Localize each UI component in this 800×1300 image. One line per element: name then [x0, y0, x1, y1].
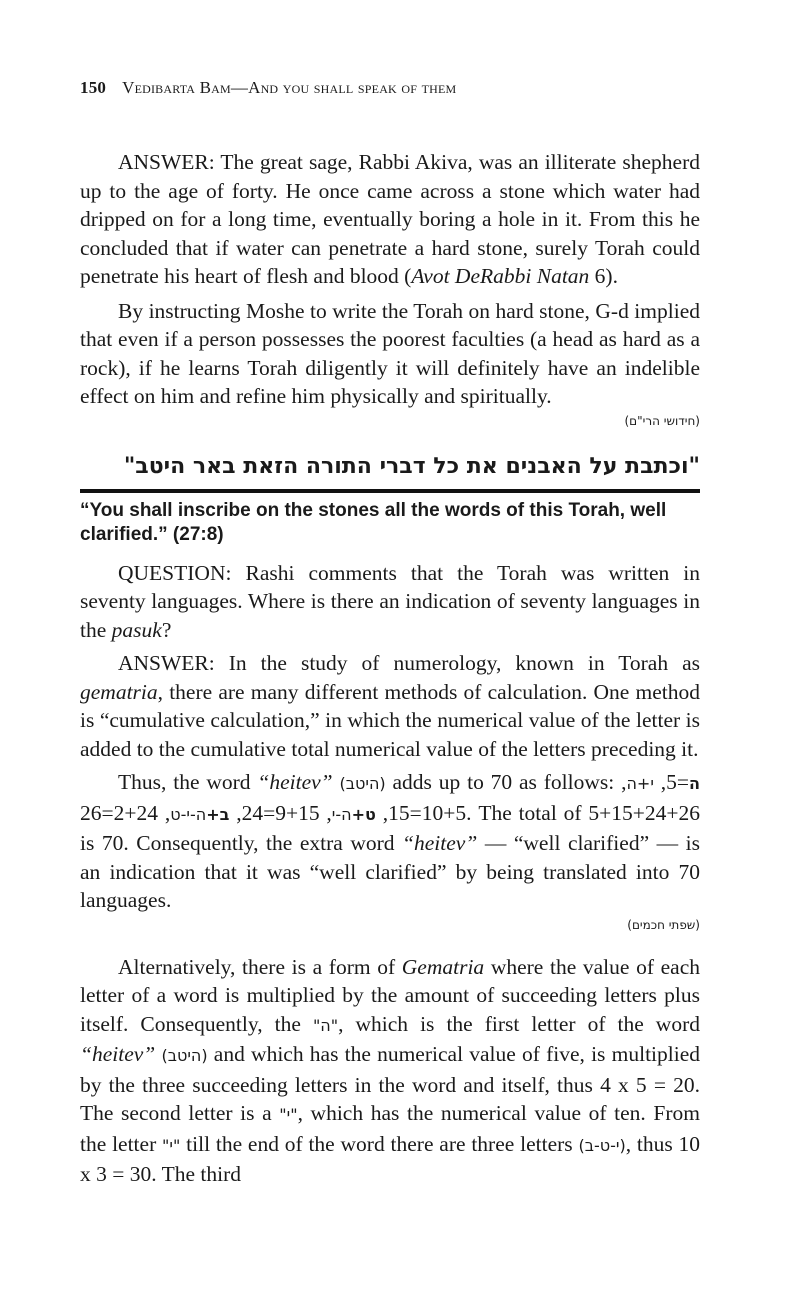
thus-paragraph: Thus, the word “heitev” (היטב) adds up to 70 as follows: ה=5, י+ה, 10+5=15, ט+ה-י, 9+15=24, ב+ה-י-ט, 2+24=26. The total of 5+15+24+26 is 70. Consequently, the extra word “heitev” — “well clarified” — is an indication that it was “well clarified” by being translated into 70 languages.: [80, 770, 701, 912]
section-seventy-languages: [80, 559, 700, 933]
section-akiva: [80, 148, 700, 429]
verse-hebrew-heading: "וכתבת על האבנים את כל דברי התורה הזאת באר היטב": [123, 453, 700, 479]
section-alternative-gematria: [80, 953, 700, 1189]
heading-rule: [80, 489, 700, 493]
answer-paragraph-akiva: ANSWER: The great sage, Rabbi Akiva, was an illiterate shepherd up to the age of forty. He once came across a stone which water had dripped on for a long time, eventually boring a hole in it. From this he concluded that if water can penetrate a hard stone, surely Torah could penetrate his heart of flesh and blood (Avot DeRabbi Natan 6).: [80, 150, 700, 288]
question-paragraph: QUESTION: Rashi comments that the Torah was written in seventy languages. Where is there an indication of seventy languages in the pasuk?: [80, 560, 700, 642]
paragraph-moshe-stone: By instructing Moshe to write the Torah on hard stone, G-d implied that even if a person possesses the poorest faculties (a head as hard as a rock), if he learns Torah diligently it will definitely have an indelible effect on him and refine him physically and spiritually.: [80, 298, 700, 408]
alternative-paragraph: Alternatively, there is a form of Gematria where the value of each letter of a word is multiplied by the amount of succeeding letters plus itself. Consequently, the "ה", which is the first letter of the word “heitev” (היטב) and which has the numerical value of five, is multiplied by the three succeeding letters in the word and itself, thus 4 x 5 = 20. The second letter is a "י", which has the numerical value of ten. From the letter "י" till the end of the word there are three letters (י-ט-ב), thus 10 x 3 = 30. The third: [80, 954, 701, 1186]
citation-chidushei-harim: (חידושי הרי"ם): [624, 413, 700, 428]
page-number: 150: [80, 78, 107, 97]
verse-english-heading: “You shall inscribe on the stones all the words of this Torah, well clarified.” (27:8): [80, 499, 667, 545]
running-head: [80, 77, 700, 99]
source-reference: Avot DeRabbi Natan: [411, 264, 590, 288]
answer-paragraph-gematria: ANSWER: In the study of numerology, known in Torah as gematria, there are many different methods of calculation. One method is “cumulative calculation,” in which the numerical value of the letter is added to the cumulative total numerical value of the letters preceding it.: [80, 651, 700, 761]
book-page: [80, 0, 700, 1189]
book-title: Vedibarta Bam—And you shall speak of them: [122, 78, 457, 97]
citation-sifsei-chachamim: (שפתי חכמים): [627, 917, 700, 932]
